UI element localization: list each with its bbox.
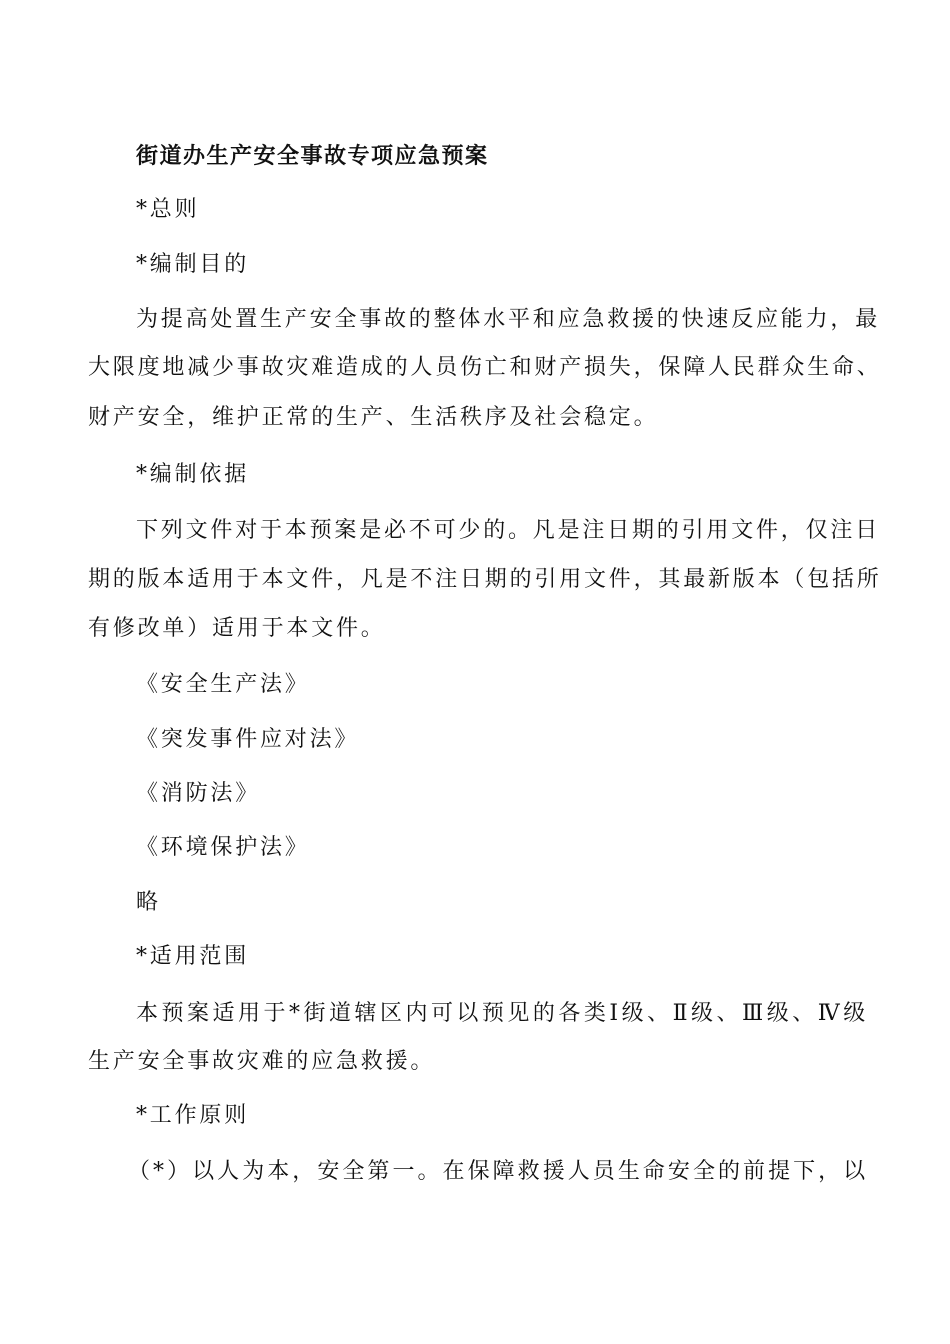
omitted-note: 略 [136, 890, 161, 915]
heading-purpose: *编制目的 [136, 252, 250, 277]
basis-paragraph-line: 下列文件对于本预案是必不可少的。凡是注日期的引用文件，仅注日 [136, 518, 881, 543]
law-reference: 《环境保护法》 [136, 835, 310, 860]
law-reference: 《突发事件应对法》 [136, 727, 360, 752]
purpose-paragraph-line: 财产安全，维护正常的生产、生活秩序及社会稳定。 [88, 405, 659, 430]
purpose-paragraph-line: 大限度地减少事故灾难造成的人员伤亡和财产损失，保障人民群众生命、 [88, 355, 882, 380]
heading-principles: *工作原则 [136, 1103, 250, 1128]
basis-paragraph-line: 期的版本适用于本文件，凡是不注日期的引用文件，其最新版本（包括所 [88, 567, 882, 592]
law-reference: 《安全生产法》 [136, 672, 310, 697]
heading-general: *总则 [136, 197, 200, 222]
basis-paragraph-line: 有修改单）适用于本文件。 [88, 616, 386, 641]
principle-paragraph-line: （*）以人为本，安全第一。在保障救援人员生命安全的前提下，以 [128, 1159, 868, 1184]
heading-scope: *适用范围 [136, 944, 250, 969]
heading-basis: *编制依据 [136, 462, 250, 487]
scope-paragraph-line: 本预案适用于*街道辖区内可以预见的各类Ⅰ级、Ⅱ级、Ⅲ级、Ⅳ级 [136, 1001, 868, 1026]
document-title: 街道办生产安全事故专项应急预案 [136, 143, 489, 169]
law-reference: 《消防法》 [136, 781, 261, 806]
scope-paragraph-line: 生产安全事故灾难的应急救援。 [88, 1049, 436, 1074]
purpose-paragraph-line: 为提高处置生产安全事故的整体水平和应急救援的快速反应能力，最 [136, 307, 881, 332]
